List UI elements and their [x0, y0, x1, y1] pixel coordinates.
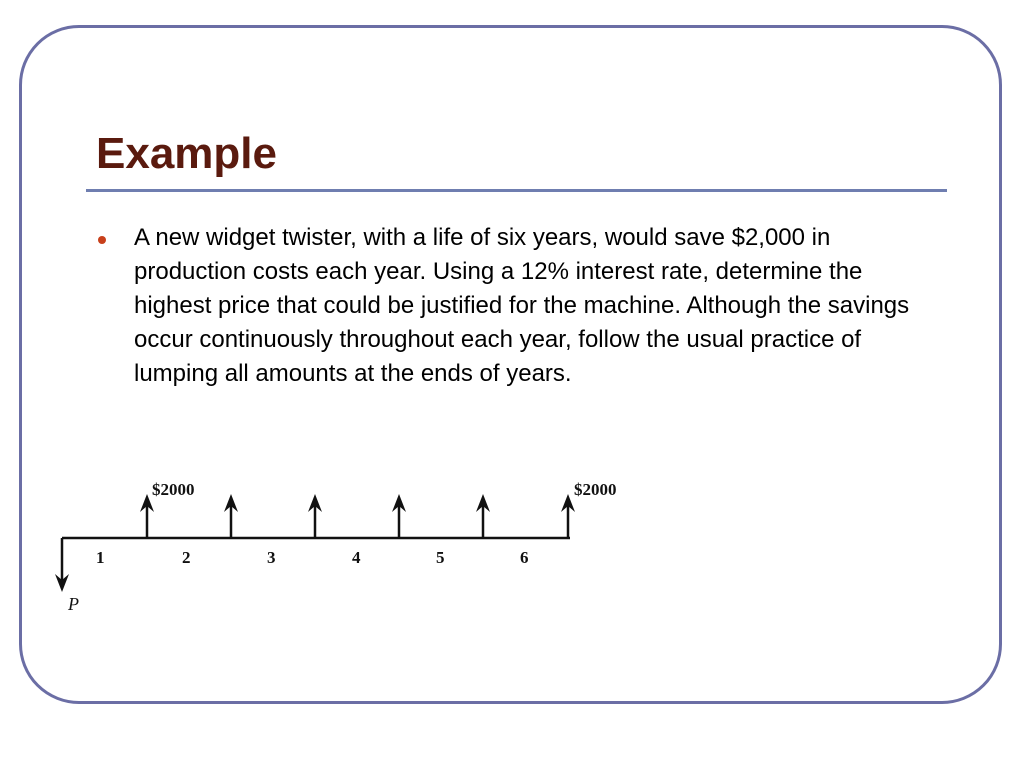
period-label: 4 [352, 548, 361, 567]
receipt-arrows [140, 494, 575, 538]
payment-label: P [68, 594, 79, 614]
period-label: 5 [436, 548, 445, 567]
first-receipt-label: $2000 [152, 480, 195, 499]
slide-title: Example [96, 129, 277, 178]
problem-statement: A new widget twister, with a life of six years, would save $2,000 in production costs each year. Using a 12% interest rate, determine the highest price that could be justified for the machine. Although the savings occur continuously throughout each year, follow the usual practice of lumping all amounts at the ends of years. [134, 224, 910, 387]
last-receipt-label: $2000 [574, 480, 617, 499]
period-label: 1 [96, 548, 105, 567]
period-label: 3 [267, 548, 276, 567]
period-label: 2 [182, 548, 191, 567]
period-label: 6 [520, 548, 529, 567]
